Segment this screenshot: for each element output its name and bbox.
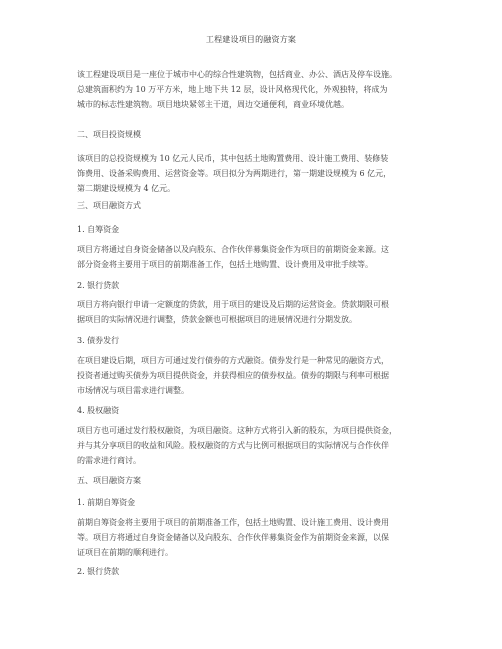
section-heading-investment: 二、项目投资规模 <box>77 130 141 139</box>
self-funding-paragraph <box>77 242 437 272</box>
paragraph-line: 城市的标志性建筑物。项目地块紧邻主干道，周边交通便利，商业环境优越。 <box>77 100 349 109</box>
paragraph-line: 项目方也可通过发行股权融资，为项目融资。这种方式将引入新的股东，为项目提供资金， <box>77 426 397 435</box>
paragraph-line: 据项目的实际情况进行调整，贷款金额也可根据项目的进展情况进行分期发放。 <box>77 315 357 324</box>
paragraph-line: 市场情况与项目需求进行调整。 <box>77 386 189 395</box>
subheading-bank-loan: 2. 银行贷款 <box>77 281 120 290</box>
subheading-self-funding: 1. 自筹资金 <box>77 225 120 234</box>
paragraph-line: 并与其分享项目的收益和风险。股权融资的方式与比例可根据项目的实际情况与合作伙伴 <box>77 441 389 450</box>
paragraph-line: 前期自筹资金将主要用于项目的前期准备工作，包括土地购置、设计施工费用、设计费用 <box>77 518 389 527</box>
bank-loan-paragraph <box>77 297 437 327</box>
paragraph-line: 该工程建设项目是一座位于城市中心的综合性建筑物，包括商业、办公、酒店及停车设施。 <box>77 70 397 79</box>
subheading-bond-issuance: 3. 债券发行 <box>77 336 120 345</box>
paragraph-line: 证项目在前期的顺利进行。 <box>77 548 173 557</box>
paragraph-line: 投资者通过购买债券为项目提供资金，并获得相应的债券权益。债券的期限与利率可根据 <box>77 371 389 380</box>
paragraph-line: 等。项目方将通过自身资金储备以及向股东、合作伙伴募集资金作为前期资金来源，以保 <box>77 533 389 542</box>
paragraph-line: 项目方将向银行申请一定额度的贷款，用于项目的建设及后期的运营资金。贷款期限可根 <box>77 300 389 309</box>
paragraph-line: 在项目建设后期，项目方可通过发行债券的方式融资。债券发行是一种常见的融资方式， <box>77 356 389 365</box>
paragraph-line: 项目方将通过自身资金储备以及向股东、合作伙伴募集资金作为项目的前期资金来源。这 <box>77 245 389 254</box>
section-heading-financing-plan: 五、项目融资方案 <box>77 476 141 485</box>
subheading-equity-financing: 4. 股权融资 <box>77 406 120 415</box>
paragraph-line: 的需求进行商讨。 <box>77 456 141 465</box>
section-heading-financing-methods: 三、项目融资方式 <box>77 201 141 210</box>
investment-paragraph <box>77 151 437 196</box>
overview-paragraph <box>77 67 437 112</box>
paragraph-line: 总建筑面积约为 10 万平方米，地上地下共 12 层，设计风格现代化，外观独特，将成为 <box>77 85 388 94</box>
paragraph-line: 该项目的总投资规模为 10 亿元人民币，其中包括土地购置费用、设计施工费用、装修装 <box>77 154 389 163</box>
bond-issuance-paragraph <box>77 353 437 398</box>
subheading-early-self-funding: 1. 前期自筹资金 <box>77 498 136 507</box>
early-self-funding-paragraph <box>77 515 437 560</box>
subheading-bank-loan-plan: 2. 银行贷款 <box>77 567 120 576</box>
paragraph-line: 饰费用、设备采购费用、运营资金等。项目拟分为两期进行，第一期建设规模为 6 亿元， <box>77 169 392 178</box>
paragraph-line: 第二期建设规模为 4 亿元。 <box>77 184 176 193</box>
paragraph-line: 部分资金将主要用于项目的前期准备工作，包括土地购置、设计费用及审批手续等。 <box>77 260 373 269</box>
document-title: 工程建设项目的融资方案 <box>205 35 297 44</box>
equity-financing-paragraph <box>77 423 437 468</box>
